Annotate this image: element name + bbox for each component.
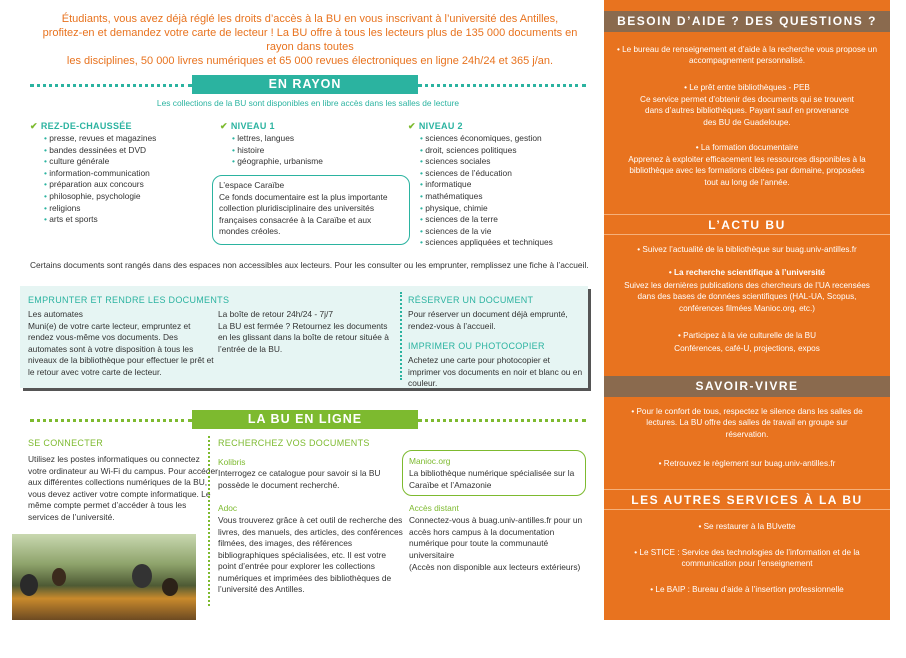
list-item: • philosophie, psychologie bbox=[44, 191, 214, 203]
distant-text: Connectez-vous à buag.univ-antilles.fr pour un accès hors campus à la documentation numérique pour toute la communauté universitaire bbox=[409, 515, 583, 560]
savoir-2: • Retrouvez le règlement sur buag.univ-antilles.fr bbox=[658, 459, 836, 468]
list-item: • sciences de la vie bbox=[420, 226, 600, 238]
list-item: • mathématiques bbox=[420, 191, 600, 203]
niveau2-list bbox=[420, 133, 600, 249]
list-item: • droit, sciences politiques bbox=[420, 145, 600, 157]
aide-2-title: • Le prêt entre bibliothèques - PEB bbox=[684, 83, 810, 92]
recherchez-title: RECHERCHEZ VOS DOCUMENTS bbox=[218, 438, 370, 448]
niveau1-heading: ✔ NIVEAU 1 bbox=[220, 121, 275, 131]
library-photo bbox=[12, 534, 196, 620]
list-item: • religions bbox=[44, 203, 214, 215]
list-item: • informatique bbox=[420, 179, 600, 191]
list-item: • sciences sociales bbox=[420, 156, 600, 168]
intro-text: Étudiants, vous avez déjà réglé les droits d’accès à la BU en vous inscrivant à l’université des Antilles, profitez-en et demandez votre carte de lecteur ! La BU offre à tous les lecteurs plus de 135 000 documents en rayon dans toutes les disciplines, 50 000 livres numériques et 65 000 revues électroniques en ligne 24h/24 et 365 j/an. bbox=[42, 13, 578, 67]
rdc-heading: ✔ REZ-DE-CHAUSSÉE bbox=[30, 121, 132, 131]
actu-3-text: Conférences, café-U, projections, expos bbox=[674, 344, 820, 353]
actu-1: • Suivez l’actualité de la bibliothèque sur buag.univ-antilles.fr bbox=[637, 245, 857, 254]
adoc-title: Adoc bbox=[218, 503, 238, 513]
divider bbox=[30, 419, 192, 422]
niveau2-heading: ✔ NIVEAU 2 bbox=[408, 121, 463, 131]
kolibris-title: Kolibris bbox=[218, 457, 246, 467]
savoir-1: • Pour le confort de tous, respectez le silence dans les salles de lectures. La BU offre des salles de travail en groupe sur réservation. bbox=[631, 407, 863, 439]
divider bbox=[418, 419, 586, 422]
manioc-title: Manioc.org bbox=[409, 456, 451, 466]
check-icon: ✔ bbox=[30, 121, 38, 131]
autres-2: • Le STICE : Service des technologies de l’information et de la communication pour l’enseignement bbox=[634, 548, 860, 569]
connecter-text: Utilisez les postes informatiques ou connectez votre ordinateur au Wi-Fi du campus. Pour accéder aux différentes collections numériques de la BU, vous devez activer votre compte informatique. Le même compte permet d’accéder à tous les services de l’université. bbox=[28, 454, 218, 522]
list-item: • presse, revues et magazines bbox=[44, 133, 214, 145]
list-item: • lettres, langues bbox=[232, 133, 402, 145]
divider bbox=[30, 84, 192, 87]
reserver-title: RÉSERVER UN DOCUMENT bbox=[408, 295, 534, 305]
list-item: • physique, chimie bbox=[420, 203, 600, 215]
list-item: • information-communication bbox=[44, 168, 214, 180]
aide-title: BESOIN D’AIDE ? DES QUESTIONS ? bbox=[604, 11, 890, 32]
list-item: • sciences appliquées et techniques bbox=[420, 237, 600, 249]
section-title-en-ligne: LA BU EN LIGNE bbox=[192, 410, 418, 429]
distant-title: Accès distant bbox=[409, 503, 459, 513]
kolibris-text: Interrogez ce catalogue pour savoir si la BU possède le document recherché. bbox=[218, 468, 381, 490]
list-item: • sciences de la terre bbox=[420, 214, 600, 226]
check-icon: ✔ bbox=[220, 121, 228, 131]
actu-3-title: • Participez à la vie culturelle de la BU bbox=[677, 331, 817, 340]
actu-title: L’ACTU BU bbox=[604, 214, 890, 235]
autres-3: • Le BAIP : Bureau d’aide à l’insertion professionnelle bbox=[650, 585, 844, 594]
divider bbox=[208, 436, 210, 606]
aide-3-text: Apprenez à exploiter efficacement les ressources disponibles à la bibliothèque avec les formations ciblées par domaine, proposées tout au long de l’année. bbox=[628, 155, 866, 187]
autres-1: • Se restaurer à la BUvette bbox=[698, 522, 796, 531]
emprunter-title: EMPRUNTER ET RENDRE LES DOCUMENTS bbox=[28, 295, 230, 305]
boite-retour-block: La boîte de retour 24h/24 - 7j/7 La BU est fermée ? Retournez les documents en les glissant dans la boîte de retour située à l’entrée de la BU. bbox=[218, 309, 389, 354]
imprimer-text: Achetez une carte pour photocopier et imprimer vos documents en noir et blanc ou en couleur. bbox=[408, 355, 583, 388]
list-item: • bandes dessinées et DVD bbox=[44, 145, 214, 157]
manioc-text: La bibliothèque numérique spécialisée sur la Caraïbe et l’Amazonie bbox=[409, 468, 575, 490]
aide-1: • Le bureau de renseignement et d’aide à la recherche vous propose un accompagnement personnalisé. bbox=[616, 45, 878, 66]
savoir-title: SAVOIR-VIVRE bbox=[604, 376, 890, 397]
autres-title: LES AUTRES SERVICES À LA BU bbox=[604, 489, 890, 510]
aide-3-title: • La formation documentaire bbox=[695, 143, 799, 152]
adoc-text: Vous trouverez grâce à cet outil de recherche des livres, des manuels, des articles, des conférences filmées, des images, des références bibliographiques spécialisées, etc. Il est votre point d’entrée pour explorer les collections numériques et imprimées des bibliothèques de l’université des Antilles. bbox=[218, 515, 403, 594]
rdc-list bbox=[44, 133, 214, 226]
aide-2-text: Ce service permet d’obtenir des documents qui se trouvent dans d’autres bibliothèques. Payant sauf en provenance des BU de Guadeloupe. bbox=[640, 95, 854, 127]
list-item: • géographie, urbanisme bbox=[232, 156, 402, 168]
divider bbox=[400, 292, 402, 380]
access-note: Certains documents sont rangés dans des espaces non accessibles aux lecteurs. Pour les consulter ou les emprunter, remplissez une fiche à l’accueil. bbox=[30, 260, 589, 270]
list-item: • culture générale bbox=[44, 156, 214, 168]
check-icon: ✔ bbox=[408, 121, 416, 131]
list-item: • sciences de l’éducation bbox=[420, 168, 600, 180]
list-item: • arts et sports bbox=[44, 214, 214, 226]
list-item: • sciences économiques, gestion bbox=[420, 133, 600, 145]
automates-block: Les automates Muni(e) de votre carte lecteur, empruntez et rendez vous-même vos documents. Des automates sont à votre disposition à tous les niveaux de la bibliothèque pour effectuer le prêt et le retour avec votre carte de lecteur. bbox=[28, 309, 214, 377]
distant-note: (Accès non disponible aux lecteurs extérieurs) bbox=[409, 562, 581, 572]
section-title-en-rayon: EN RAYON bbox=[192, 75, 418, 94]
list-item: • histoire bbox=[232, 145, 402, 157]
divider bbox=[418, 84, 586, 87]
espace-caraibe-box: L’espace Caraïbe Ce fonds documentaire est la plus importante collection pluridisciplinaire des universités françaises consacrée à la Caraïbe et aux mondes créoles. bbox=[212, 175, 410, 245]
list-item: • préparation aux concours bbox=[44, 179, 214, 191]
niveau1-list bbox=[232, 133, 402, 168]
connecter-title: SE CONNECTER bbox=[28, 438, 104, 448]
actu-2-title: • La recherche scientifique à l’université bbox=[668, 268, 826, 277]
imprimer-title: IMPRIMER OU PHOTOCOPIER bbox=[408, 341, 545, 351]
actu-2-text: Suivez les dernières publications des chercheurs de l’UA recensées dans des bases de données scientifiques (HAL-UA, Scopus, conférences filmées Manioc.org, etc.) bbox=[624, 281, 870, 313]
en-rayon-subtitle: Les collections de la BU sont disponibles en libre accès dans les salles de lecture bbox=[156, 98, 460, 108]
reserver-text: Pour réserver un document déjà emprunté, rendez-vous à l’accueil. bbox=[408, 309, 568, 331]
